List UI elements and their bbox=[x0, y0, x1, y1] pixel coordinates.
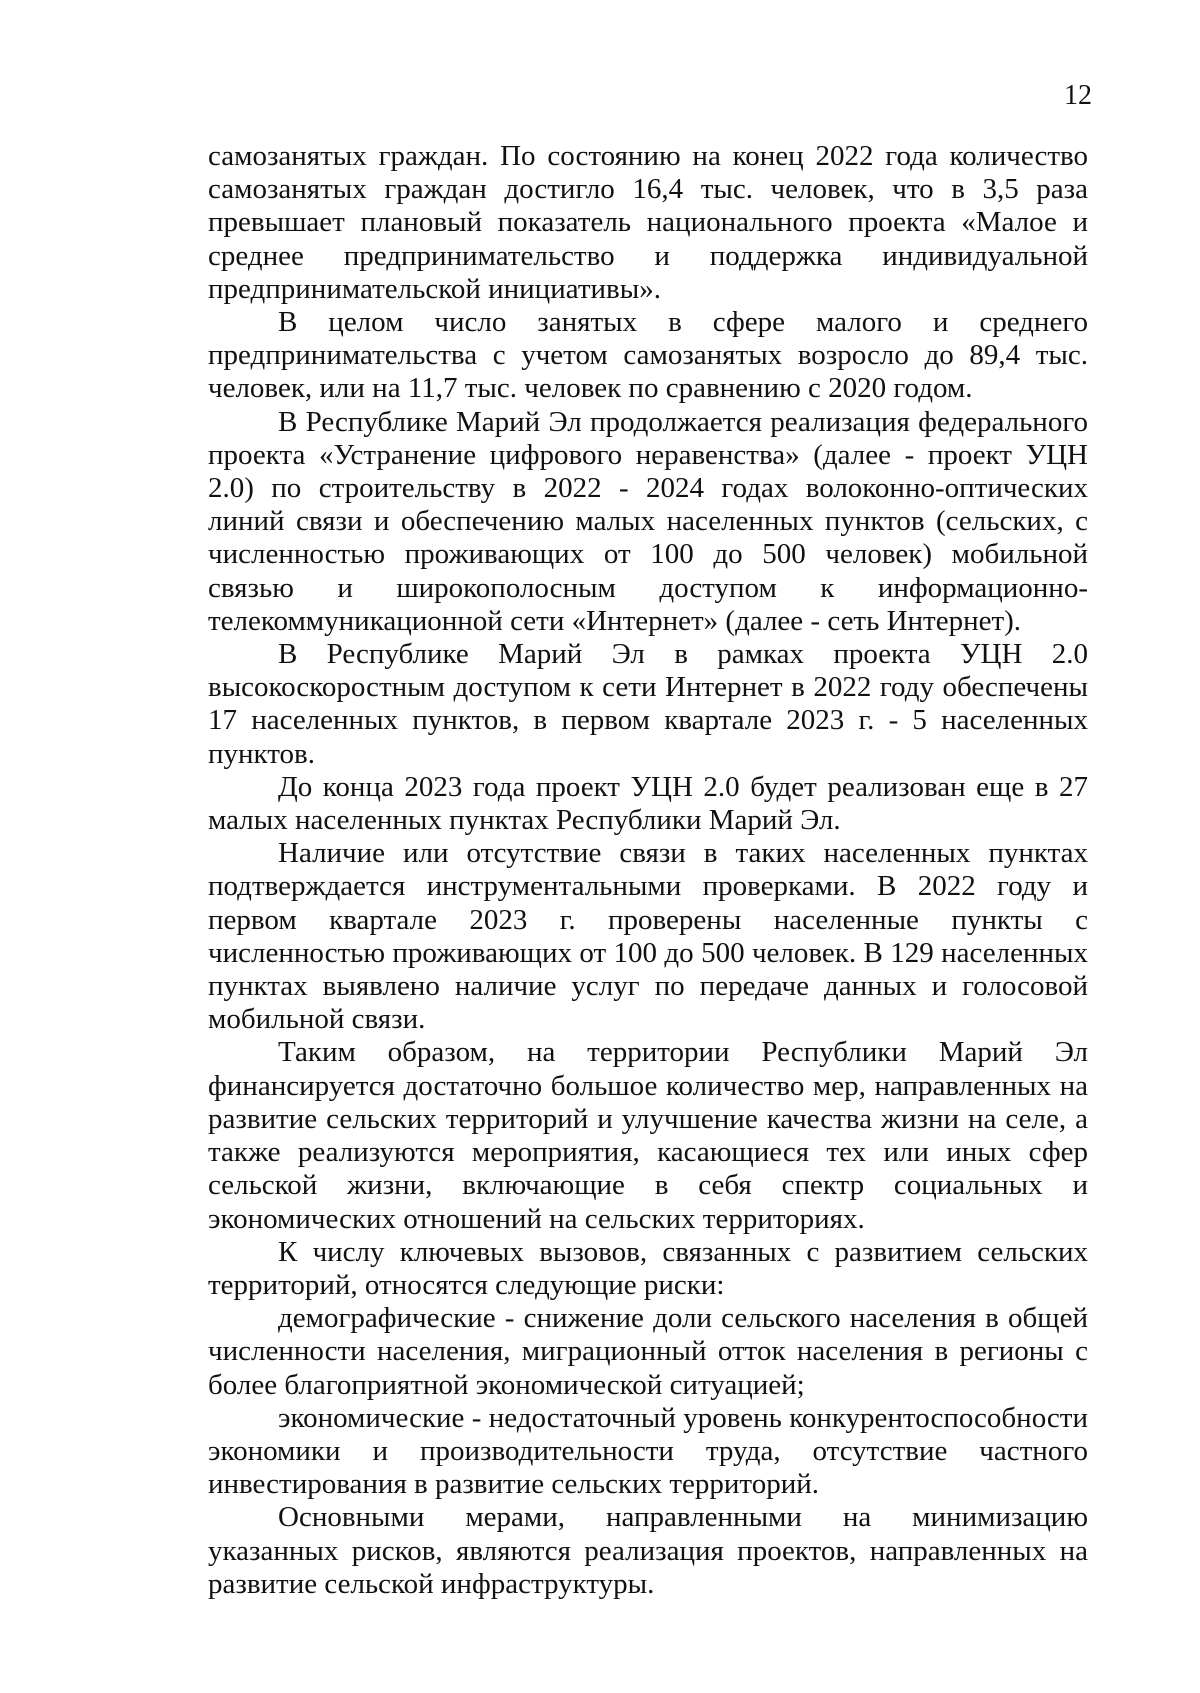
document-body bbox=[208, 140, 1088, 1601]
paragraph-demographic-risks: демографические - снижение доли сельского населения в общей численности населения, миграционный отток населения в регионы с более благоприятной экономической ситуацией; bbox=[208, 1302, 1088, 1401]
paragraph-economic-risks: экономические - недостаточный уровень конкурентоспособности экономики и производительности труда, отсутствие частного инвестирования в развитие сельских территорий. bbox=[208, 1401, 1088, 1501]
paragraph-sme-employment: В целом число занятых в сфере малого и среднего предпринимательства с учетом самозанятых возросло до 89,4 тыс. человек, или на 11,7 тыс. человек по сравнению с 2020 годом. bbox=[208, 306, 1088, 405]
paragraph-connectivity-checks: Наличие или отсутствие связи в таких населенных пунктах подтверждается инструментальными проверками. В 2022 году и первом квартале 2023 г. проверены населенные пункты с численностью проживающих от 100 до 500 человек. В 129 населенных пунктах выявлено наличие услуг по передаче данных и голосовой мобильной связи. bbox=[208, 837, 1088, 1036]
paragraph-rural-development-summary: Таким образом, на территории Республики Марий Эл финансируется достаточно большое количество мер, направленных на развитие сельских территорий и улучшение качества жизни на селе, а также реализуются мероприятия, касающиеся тех или иных сфер сельской жизни, включающие в себя спектр социальных и экономических отношений на сельских территориях. bbox=[208, 1036, 1088, 1235]
page-number: 12 bbox=[1064, 80, 1092, 111]
paragraph-project-plan-2023: До конца 2023 года проект УЦН 2.0 будет реализован еще в 27 малых населенных пунктах Республики Марий Эл. bbox=[208, 770, 1088, 837]
paragraph-self-employed-count: самозанятых граждан. По состоянию на конец 2022 года количество самозанятых граждан достигло 16,4 тыс. человек, что в 3,5 раза превышает плановый показатель национального проекта «Малое и среднее предпринимательство и поддержка индивидуальной предпринимательской инициативы». bbox=[208, 140, 1088, 305]
paragraph-digital-inequality-project: В Республике Марий Эл продолжается реализация федерального проекта «Устранение цифрового неравенства» (далее - проект УЦН 2.0) по строительству в 2022 - 2024 годах волоконно-оптических линий связи и обеспечению малых населенных пунктов (сельских, с численностью проживающих от 100 до 500 человек) мобильной связью и широкополосным доступом к информационно-телекоммуникационной сети «Интернет» (далее - сеть Интернет). bbox=[208, 405, 1088, 637]
paragraph-risk-mitigation-measures: Основными мерами, направленными на минимизацию указанных рисков, являются реализация проектов, направленных на развитие сельской инфраструктуры. bbox=[208, 1501, 1088, 1600]
paragraph-key-challenges-intro: К числу ключевых вызовов, связанных с развитием сельских территорий, относятся следующие риски: bbox=[208, 1235, 1088, 1301]
paragraph-internet-access-progress: В Республике Марий Эл в рамках проекта УЦН 2.0 высокоскоростным доступом к сети Интернет в 2022 году обеспечены 17 населенных пунктов, в первом квартале 2023 г. - 5 населенных пунктов. bbox=[208, 638, 1088, 770]
